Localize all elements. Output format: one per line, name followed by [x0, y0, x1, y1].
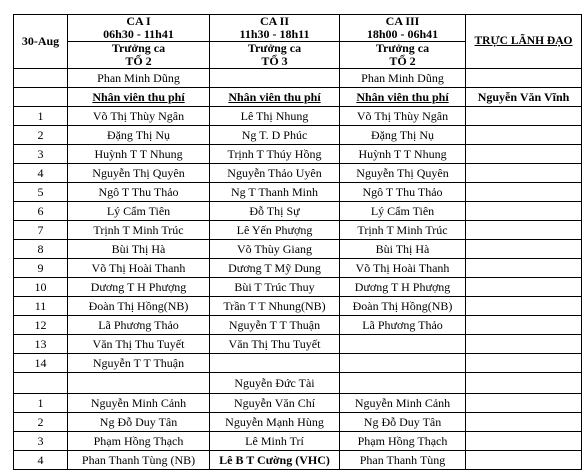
- staff-row-number: 13: [14, 335, 68, 354]
- staff-duty-cell: [466, 259, 582, 278]
- security-shift-2-name: Lê B T Cường (VHC): [210, 451, 340, 470]
- security-row-number: 2: [14, 413, 68, 432]
- staff-shift-2-name: Võ Thùy Giang: [210, 240, 340, 259]
- staff-shift-1-name: Ngô T Thu Thảo: [68, 183, 210, 202]
- staff-shift-2-name: Ng T. D Phúc: [210, 126, 340, 145]
- staff-row: [14, 126, 582, 145]
- security-shift-2-name: Lê Minh Trí: [210, 432, 340, 451]
- duty-leader-header: TRỰC LÃNH ĐẠO: [466, 15, 582, 69]
- staff-shift-3-name: Dương T H Phượng: [340, 278, 466, 297]
- staff-shift-1-name: Đoàn Thị Hồng(NB): [68, 297, 210, 316]
- shift-3-leader-name: Phan Minh Dũng: [340, 69, 466, 88]
- extra-row-no: [14, 373, 68, 394]
- shift-3-team-name: TỔ 2: [389, 54, 416, 68]
- shift-3-name: CA III: [385, 14, 420, 28]
- staff-row-number: 10: [14, 278, 68, 297]
- staff-shift-3-name: Võ Thị Thùy Ngân: [340, 107, 466, 126]
- duty-roster-sheet: [13, 14, 581, 470]
- shift-2-team-name: TỔ 3: [261, 54, 288, 68]
- staff-duty-cell: [466, 297, 582, 316]
- security-shift-1-name: Ng Đỗ Duy Tân: [68, 413, 210, 432]
- staff-shift-1-name: Bùi Thị Hà: [68, 240, 210, 259]
- security-shift-1-name: Phạm Hồng Thạch: [68, 432, 210, 451]
- staff-shift-2-name: [210, 354, 340, 373]
- shift-1-name: CA I: [126, 14, 151, 28]
- security-row-number: 1: [14, 394, 68, 413]
- staff-shift-1-name: Huỳnh T T Nhung: [68, 145, 210, 164]
- staff-shift-3-name: Huỳnh T T Nhung: [340, 145, 466, 164]
- security-shift-3-name: Nguyễn Minh Cảnh: [340, 394, 466, 413]
- staff-row: [14, 316, 582, 335]
- staff-header-no: [14, 88, 68, 107]
- security-duty-cell: [466, 394, 582, 413]
- staff-shift-2-name: Bùi T Trúc Thuy: [210, 278, 340, 297]
- staff-row-number: 11: [14, 297, 68, 316]
- staff-row-number: 3: [14, 145, 68, 164]
- security-row-number: 3: [14, 432, 68, 451]
- security-duty-cell: [466, 413, 582, 432]
- shift-3-leader-title: Trưởng ca: [375, 41, 430, 55]
- staff-row: [14, 202, 582, 221]
- staff-shift-3-name: Lã Phương Thảo: [340, 316, 466, 335]
- staff-shift-1-name: Dương T H Phượng: [68, 278, 210, 297]
- staff-shift-3-name: Võ Thị Hoài Thanh: [340, 259, 466, 278]
- staff-shift-1-name: Đặng Thị Nụ: [68, 126, 210, 145]
- staff-shift-3-name: Đoàn Thị Hồng(NB): [340, 297, 466, 316]
- staff-shift-2-name: Đỗ Thị Sự: [210, 202, 340, 221]
- staff-duty-cell: [466, 202, 582, 221]
- staff-shift-3-name: [340, 335, 466, 354]
- security-duty-cell: [466, 451, 582, 470]
- staff-duty-cell: [466, 183, 582, 202]
- staff-shift-1-name: Lã Phương Thảo: [68, 316, 210, 335]
- staff-duty-cell: [466, 145, 582, 164]
- extra-row-shift-2: Nguyễn Đức Tài: [210, 373, 340, 394]
- staff-duty-cell: [466, 221, 582, 240]
- security-shift-3-name: Phạm Hồng Thạch: [340, 432, 466, 451]
- staff-row-number: 5: [14, 183, 68, 202]
- security-shift-3-name: Ng Đỗ Duy Tân: [340, 413, 466, 432]
- shift-3-header: [340, 15, 466, 42]
- security-shift-2-name: Nguyễn Văn Chí: [210, 394, 340, 413]
- staff-row-number: 6: [14, 202, 68, 221]
- staff-shift-1-name: Nguyễn Thị Quyên: [68, 164, 210, 183]
- staff-shift-2-name: Lê Thị Nhung: [210, 107, 340, 126]
- staff-shift-2-name: Nguyễn Thảo Uyên: [210, 164, 340, 183]
- staff-shift-3-name: Đặng Thị Nụ: [340, 126, 466, 145]
- staff-duty-cell: [466, 335, 582, 354]
- staff-duty-cell: [466, 164, 582, 183]
- staff-shift-2-name: Ng T Thanh Minh: [210, 183, 340, 202]
- shift-2-team: [210, 42, 340, 69]
- staff-shift-3-name: Bùi Thị Hà: [340, 240, 466, 259]
- security-row-number: 4: [14, 451, 68, 470]
- staff-duty-cell: [466, 316, 582, 335]
- staff-shift-3-name: [340, 354, 466, 373]
- staff-row: [14, 259, 582, 278]
- staff-shift-1-name: Văn Thị Thu Tuyết: [68, 335, 210, 354]
- staff-header-shift-3: Nhân viên thu phí: [340, 88, 466, 107]
- staff-shift-2-name: Dương T Mỹ Dung: [210, 259, 340, 278]
- staff-duty-cell: [466, 278, 582, 297]
- staff-header-shift-2: Nhân viên thu phí: [210, 88, 340, 107]
- shift-1-time: 06h30 - 11h41: [103, 27, 174, 41]
- extra-row-shift-1: [68, 373, 210, 394]
- staff-shift-3-name: Ngô T Thu Thảo: [340, 183, 466, 202]
- shift-2-leader-name: [210, 69, 340, 88]
- staff-row-number: 4: [14, 164, 68, 183]
- staff-duty-cell: [466, 354, 582, 373]
- extra-row-duty: [466, 373, 582, 394]
- security-shift-3-name: Phan Thanh Tùng: [340, 451, 466, 470]
- duty-leader-name: Nguyễn Văn Vĩnh: [466, 88, 582, 107]
- shift-1-leader-name: Phan Minh Dũng: [68, 69, 210, 88]
- extra-row-shift-3: [340, 373, 466, 394]
- staff-shift-2-name: Trịnh T Thúy Hồng: [210, 145, 340, 164]
- staff-row-number: 12: [14, 316, 68, 335]
- staff-shift-3-name: Lý Cẩm Tiên: [340, 202, 466, 221]
- leader-row-no: [14, 69, 68, 88]
- security-shift-2-name: Nguyễn Mạnh Hùng: [210, 413, 340, 432]
- staff-row: [14, 240, 582, 259]
- staff-shift-2-name: Nguyễn T T Thuận: [210, 316, 340, 335]
- staff-shift-3-name: Nguyễn Thị Quyên: [340, 164, 466, 183]
- staff-shift-1-name: Võ Thị Hoài Thanh: [68, 259, 210, 278]
- shift-3-team: [340, 42, 466, 69]
- staff-row: [14, 145, 582, 164]
- staff-row: [14, 107, 582, 126]
- shift-1-team: [68, 42, 210, 69]
- shift-2-header: [210, 15, 340, 42]
- staff-shift-1-name: Nguyễn T T Thuận: [68, 354, 210, 373]
- leader-row-duty: [466, 69, 582, 88]
- staff-duty-cell: [466, 126, 582, 145]
- security-shift-1-name: Nguyễn Minh Cảnh: [68, 394, 210, 413]
- staff-row-number: 2: [14, 126, 68, 145]
- staff-row-number: 1: [14, 107, 68, 126]
- staff-shift-1-name: Lý Cẩm Tiên: [68, 202, 210, 221]
- staff-row-number: 7: [14, 221, 68, 240]
- shift-2-time: 11h30 - 18h11: [239, 27, 310, 41]
- date-cell: 30-Aug: [14, 15, 68, 69]
- security-row: [14, 432, 582, 451]
- security-row: [14, 413, 582, 432]
- shift-2-name: CA II: [259, 14, 289, 28]
- staff-row: [14, 164, 582, 183]
- staff-shift-1-name: Võ Thị Thùy Ngân: [68, 107, 210, 126]
- staff-row: [14, 278, 582, 297]
- staff-shift-2-name: Trần T T Nhung(NB): [210, 297, 340, 316]
- staff-row: [14, 297, 582, 316]
- staff-duty-cell: [466, 240, 582, 259]
- shift-3-time: 18h00 - 06h41: [366, 27, 439, 41]
- shift-1-team-name: TỔ 2: [125, 54, 152, 68]
- security-duty-cell: [466, 432, 582, 451]
- staff-row: [14, 183, 582, 202]
- staff-shift-1-name: Trịnh T Minh Trúc: [68, 221, 210, 240]
- staff-shift-2-name: Lê Yến Phượng: [210, 221, 340, 240]
- staff-row: [14, 354, 582, 373]
- staff-shift-3-name: Trịnh T Minh Trúc: [340, 221, 466, 240]
- security-row: [14, 394, 582, 413]
- staff-row-number: 8: [14, 240, 68, 259]
- duty-roster-table: [13, 14, 582, 470]
- staff-duty-cell: [466, 107, 582, 126]
- staff-row-number: 14: [14, 354, 68, 373]
- shift-1-leader-title: Trưởng ca: [111, 41, 166, 55]
- shift-1-header: [68, 15, 210, 42]
- staff-header-shift-1: Nhân viên thu phí: [68, 88, 210, 107]
- security-rows: [14, 394, 582, 470]
- security-row: [14, 451, 582, 470]
- staff-rows: [14, 107, 582, 373]
- staff-row: [14, 335, 582, 354]
- staff-shift-2-name: Văn Thị Thu Tuyết: [210, 335, 340, 354]
- shift-2-leader-title: Trưởng ca: [247, 41, 302, 55]
- staff-row: [14, 221, 582, 240]
- security-shift-1-name: Phan Thanh Tùng (NB): [68, 451, 210, 470]
- staff-row-number: 9: [14, 259, 68, 278]
